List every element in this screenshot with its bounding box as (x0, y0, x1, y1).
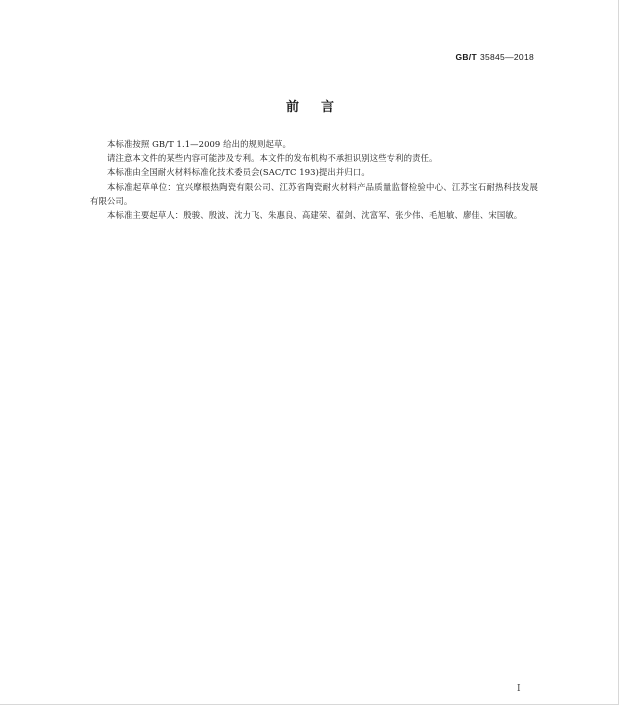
page-number: I (517, 684, 521, 694)
paragraph-drafters: 本标准主要起草人：殷骏、殷波、沈力飞、朱惠良、高建荣、翟剑、沈富军、张少伟、毛旭敏、廖佳、宋国敏。 (107, 210, 523, 221)
paragraph-drafting-units: 本标准起草单位：宜兴摩根热陶瓷有限公司、江苏省陶瓷耐火材料产品质量监督检验中心、江苏宝石耐热科技发展有限公司。 (90, 181, 538, 206)
paragraph-drafting-rules: 本标准按照 GB/T 1.1—2009 给出的规则起草。 (107, 139, 291, 149)
paragraph-patent-notice: 请注意本文件的某些内容可能涉及专利。本文件的发布机构不承担识别这些专利的责任。 (107, 153, 438, 164)
standard-prefix: GB/T (455, 52, 477, 62)
foreword-body (90, 137, 538, 222)
paragraph-proposer: 本标准由全国耐火材料标准化技术委员会(SAC/TC 193)提出并归口。 (107, 167, 370, 178)
standard-code: 35845—2018 (479, 52, 534, 62)
standard-number (455, 52, 534, 62)
section-title: 前言 (285, 100, 356, 115)
